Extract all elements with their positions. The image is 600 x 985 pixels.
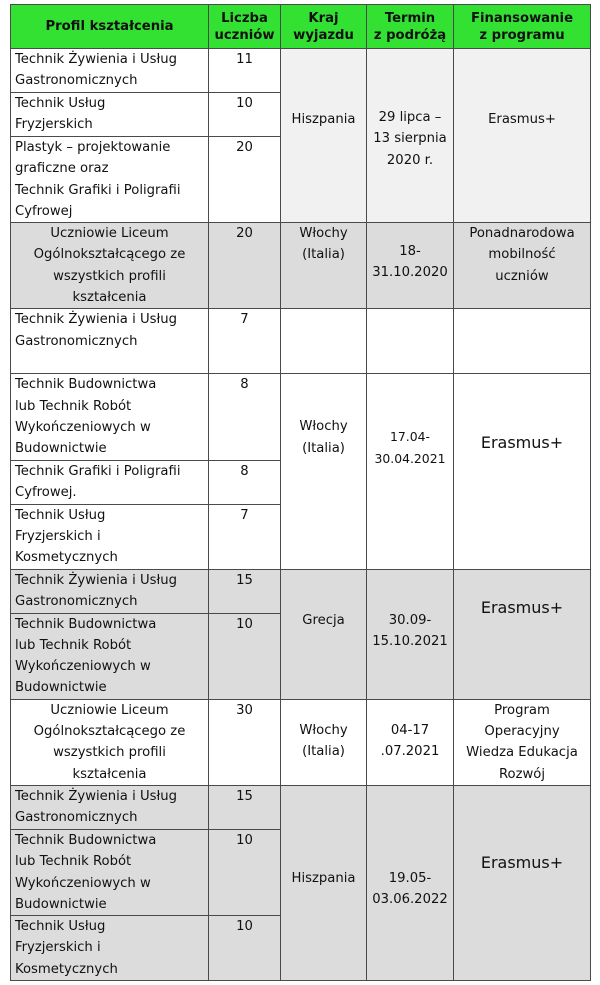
funding-cell: Program Operacyjny Wiedza Edukacja Rozwój xyxy=(454,699,591,785)
country-cell: Hiszpania xyxy=(281,785,367,980)
profile-cell: Technik Żywienia i Usług Gastronomicznych xyxy=(11,49,209,93)
term-cell: 19.05- 03.06.2022 xyxy=(367,785,454,980)
funding-cell: Ponadnarodowa mobilność uczniów xyxy=(454,223,591,309)
count-cell: 20 xyxy=(209,223,281,309)
count-cell: 11 xyxy=(209,49,281,93)
profile-cell: Uczniowie Liceum Ogólnokształcącego ze wszystkich profili kształcenia xyxy=(11,699,209,785)
count-cell: 7 xyxy=(209,309,281,374)
country-cell: Grecja xyxy=(281,569,367,699)
profile-cell: Uczniowie Liceum Ogólnokształcącego ze wszystkich profili kształcenia xyxy=(11,223,209,309)
count-cell: 30 xyxy=(209,699,281,785)
count-cell: 8 xyxy=(209,374,281,460)
count-cell: 15 xyxy=(209,569,281,613)
profile-cell: Technik Grafiki i Poligrafii Cyfrowej. xyxy=(11,460,209,504)
count-cell: 7 xyxy=(209,504,281,569)
header-term: Termin z podróżą xyxy=(367,5,454,49)
header-country: Kraj wyjazdu xyxy=(281,5,367,49)
term-cell: 17.04- 30.04.2021 xyxy=(367,374,454,569)
table-row xyxy=(11,569,591,613)
profile-cell: Technik Usług Fryzjerskich i Kosmetycznych xyxy=(11,504,209,569)
funding-cell: Erasmus+ xyxy=(454,374,591,569)
profile-cell: Technik Budownictwa lub Technik Robót Wykończeniowych w Budownictwie xyxy=(11,829,209,915)
count-cell: 15 xyxy=(209,785,281,829)
term-cell: 29 lipca – 13 sierpnia 2020 r. xyxy=(367,49,454,223)
funding-cell: Erasmus+ xyxy=(454,785,591,980)
profile-cell: Technik Budownictwa lub Technik Robót Wykończeniowych w Budownictwie xyxy=(11,374,209,460)
profile-cell: Technik Usług Fryzjerskich xyxy=(11,93,209,137)
table-row xyxy=(11,223,591,309)
count-cell: 10 xyxy=(209,93,281,137)
header-profile: Profil kształcenia xyxy=(11,5,209,49)
count-cell: 10 xyxy=(209,613,281,699)
term-cell xyxy=(367,309,454,374)
count-cell: 10 xyxy=(209,916,281,981)
profile-cell: Technik Budownictwa lub Technik Robót Wykończeniowych w Budownictwie xyxy=(11,613,209,699)
table-row xyxy=(11,374,591,460)
country-cell: Włochy (Italia) xyxy=(281,223,367,309)
term-cell: 04-17 .07.2021 xyxy=(367,699,454,785)
funding-cell: Erasmus+ xyxy=(454,569,591,699)
header-row xyxy=(11,5,591,49)
count-cell: 8 xyxy=(209,460,281,504)
header-funding: Finansowanie z programu xyxy=(454,5,591,49)
count-cell: 20 xyxy=(209,137,281,223)
header-count: Liczba uczniów xyxy=(209,5,281,49)
country-cell xyxy=(281,309,367,374)
country-cell: Hiszpania xyxy=(281,49,367,223)
mobility-table xyxy=(10,4,591,981)
count-cell: 10 xyxy=(209,829,281,915)
profile-cell: Technik Żywienia i Usług Gastronomicznych xyxy=(11,785,209,829)
table-row xyxy=(11,309,591,374)
table-row xyxy=(11,699,591,785)
profile-cell: Plastyk – projektowanie graficzne oraz Technik Grafiki i Poligrafii Cyfrowej xyxy=(11,137,209,223)
profile-cell: Technik Usług Fryzjerskich i Kosmetycznych xyxy=(11,916,209,981)
country-cell: Włochy (Italia) xyxy=(281,374,367,569)
table-row xyxy=(11,49,591,93)
term-cell: 18- 31.10.2020 xyxy=(367,223,454,309)
funding-cell xyxy=(454,309,591,374)
profile-cell: Technik Żywienia i Usług Gastronomicznych xyxy=(11,309,209,374)
profile-cell: Technik Żywienia i Usług Gastronomicznych xyxy=(11,569,209,613)
term-cell: 30.09- 15.10.2021 xyxy=(367,569,454,699)
funding-cell: Erasmus+ xyxy=(454,49,591,223)
table-row xyxy=(11,785,591,829)
country-cell: Włochy (Italia) xyxy=(281,699,367,785)
